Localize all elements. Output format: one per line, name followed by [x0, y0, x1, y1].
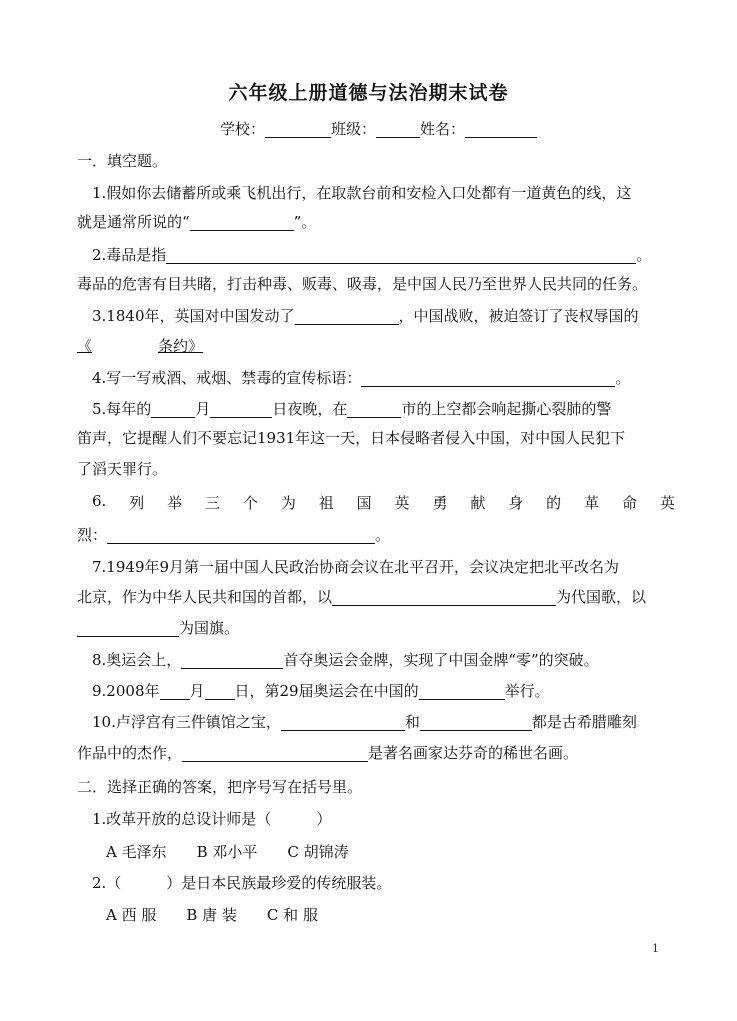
school-blank[interactable] — [265, 119, 331, 138]
q1-text: 就是通常所说的“ — [77, 213, 190, 231]
q4-blank[interactable] — [361, 368, 615, 387]
q10-text-mid: 都是古希腊雕刻 — [531, 713, 637, 731]
q6-text: 烈： — [77, 526, 108, 544]
q7-text-mid: 为代国歌，以 — [556, 588, 647, 606]
q7-text: 北京，作为中华人民共和国的首都，以 — [77, 588, 333, 606]
q10-blank-3[interactable] — [182, 743, 368, 762]
q1-text-end: ”。 — [293, 213, 317, 231]
q8-text: 8.奥运会上， — [92, 651, 182, 669]
q5-blank-city[interactable] — [347, 399, 401, 418]
q9-text: 9.2008年 — [92, 682, 160, 700]
page-title: 六年级上册道德与法治期末试卷 — [228, 82, 509, 104]
choice-q1-options: A 毛泽东 B 邓小平 C 胡锦涛 — [106, 843, 349, 861]
q2-text-end: 。 — [636, 246, 652, 264]
class-blank[interactable] — [376, 119, 420, 138]
q6-char: 举 — [167, 494, 183, 512]
q6-char: 为 — [280, 494, 296, 512]
q7-line2 — [77, 586, 646, 607]
q7-blank-anthem[interactable] — [332, 587, 556, 606]
section-heading-fill-in: 一．填空题。 — [77, 152, 168, 170]
q5-blank-month[interactable] — [151, 399, 195, 418]
q5-blank-day[interactable] — [210, 399, 272, 418]
q9-blank-city[interactable] — [419, 681, 505, 700]
section-heading-choice: 二．选择正确的答案，把序号写在括号里。 — [77, 778, 363, 796]
q9-text-day: 日，第29届奥运会在中国的 — [234, 682, 419, 700]
q3-text: 3.1840年，英国对中国发动了 — [92, 307, 295, 325]
q8-text-end: 首夺奥运会金牌，实现了中国金牌“零”的突破。 — [283, 651, 599, 669]
student-info-line — [220, 118, 537, 139]
q9-blank-month[interactable] — [160, 681, 190, 700]
q4-text-end: 。 — [615, 369, 631, 387]
q6-char: 勇 — [432, 494, 448, 512]
q1-line1: 1.假如你去储蓄所或乘飞机出行，在取款台前和安检入口处都有一道黄色的线，这 — [92, 184, 632, 202]
q1-line2 — [77, 211, 316, 232]
q5-text-end: 市的上空都会响起撕心裂肺的警 — [401, 400, 612, 418]
choice-q1: 1.改革开放的总设计师是（ ） — [92, 810, 332, 828]
q6-char: 个 — [242, 494, 258, 512]
q2-line2: 毒品的危害有目共睹，打击种毒、贩毒、吸毒，是中国人民乃至世界人民共同的任务。 — [77, 275, 648, 293]
q6-char: 祖 — [318, 494, 334, 512]
q10-blank-2[interactable] — [420, 712, 532, 731]
q6-blank[interactable] — [107, 525, 375, 544]
q2-text: 2.毒品是指 — [92, 246, 167, 264]
q3-line1 — [92, 305, 639, 326]
q3-text-mid: ，中国战败，被迫签订了丧权辱国的 — [398, 307, 639, 325]
q3-treaty-open: 《 — [77, 337, 93, 355]
q10-text-b: 作品中的杰作， — [77, 744, 183, 762]
q7-text-end: 为国旗。 — [179, 619, 240, 637]
q9-line — [92, 680, 550, 701]
choice-q2-options: A 西 服 B 唐 装 C 和 服 — [106, 906, 318, 924]
q6-char: 英 — [394, 494, 410, 512]
q9-text-month: 月 — [189, 682, 205, 700]
q5-text-day: 日夜晚，在 — [272, 400, 348, 418]
q2-line1 — [92, 244, 651, 265]
q6-line1 — [92, 492, 675, 513]
q1-blank[interactable] — [190, 212, 294, 231]
q6-text-end: 。 — [375, 526, 391, 544]
q10-blank-1[interactable] — [281, 712, 405, 731]
q9-blank-day[interactable] — [205, 681, 235, 700]
q10-text-end: 是著名画家达芬奇的稀世名画。 — [368, 744, 579, 762]
class-label: 班级： — [331, 120, 377, 138]
name-blank[interactable] — [465, 119, 537, 138]
q8-line — [92, 649, 599, 670]
q3-line2 — [77, 335, 203, 356]
q6-char: 列 — [129, 494, 145, 512]
q5-text: 5.每年的 — [92, 400, 152, 418]
q10-text-and: 和 — [404, 713, 420, 731]
q5-line3: 了滔天罪行。 — [77, 460, 168, 478]
q5-line1 — [92, 398, 611, 419]
q3-treaty-close: 条约》 — [158, 337, 204, 355]
q6-char: 国 — [356, 494, 372, 512]
choice-q2: 2.（ ）是日本民族最珍爱的传统服装。 — [92, 874, 392, 892]
q8-blank[interactable] — [181, 650, 283, 669]
q7-line1: 7.1949年9月第一届中国人民政治协商会议在北平召开，会议决定把北平改名为 — [92, 558, 620, 576]
name-label: 姓名： — [420, 120, 466, 138]
q4-text: 4.写一写戒酒、戒烟、禁毒的宣传标语： — [92, 369, 362, 387]
q6-char: 英 — [659, 494, 675, 512]
q6-char: 献 — [470, 494, 486, 512]
q10-line2 — [77, 742, 578, 763]
q5-text-month: 月 — [195, 400, 211, 418]
q6-char: 的 — [546, 494, 562, 512]
page-number: 1 — [652, 942, 659, 955]
q9-text-end: 举行。 — [504, 682, 550, 700]
q6-char: 命 — [621, 494, 637, 512]
q6-char: 革 — [584, 494, 600, 512]
q4-line — [92, 367, 630, 388]
school-label: 学校： — [220, 120, 266, 138]
q7-blank-flag[interactable] — [77, 618, 179, 637]
q10-text: 10.卢浮宫有三件镇馆之宝， — [92, 713, 281, 731]
q5-line2: 笛声，它提醒人们不要忘记1931年这一天，日本侵略者侵入中国，对中国人民犯下 — [77, 429, 626, 447]
q7-line3 — [77, 617, 239, 638]
q6-char: 身 — [508, 494, 524, 512]
q2-blank[interactable] — [166, 245, 636, 264]
q3-blank-war[interactable] — [295, 306, 399, 325]
q6-char: 三 — [205, 494, 221, 512]
q6-char: 6. — [92, 492, 107, 510]
q10-line1 — [92, 711, 637, 732]
q6-line2 — [77, 524, 390, 545]
